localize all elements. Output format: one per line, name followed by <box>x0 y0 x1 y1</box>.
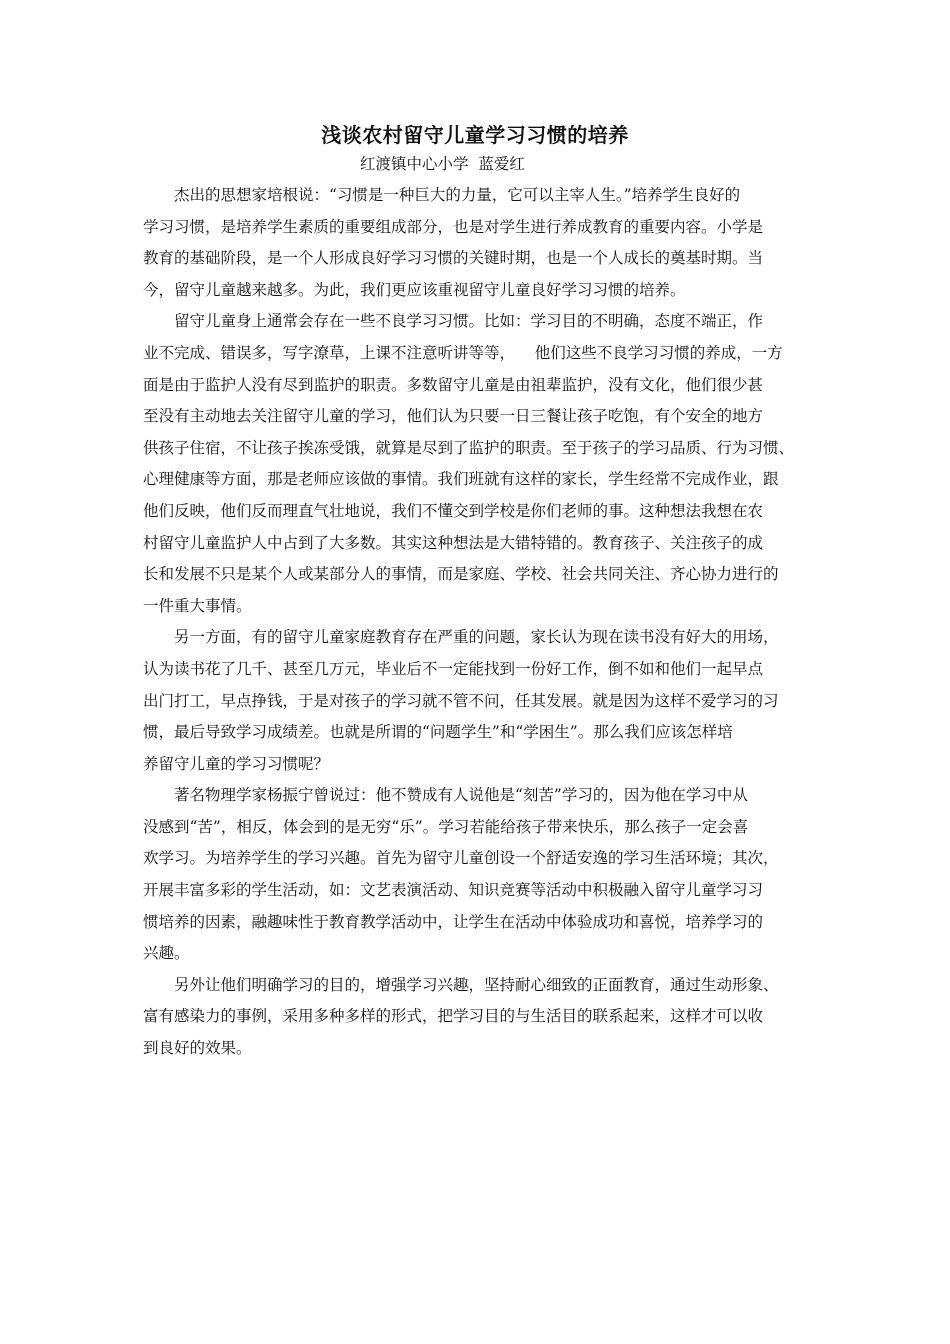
paragraph-line: 另外让他们明确学习的目的，增强学习兴趣，坚持耐心细致的正面教育，通过生动形象、 <box>174 975 779 994</box>
paragraph-line: 教育的基础阶段，是一个人形成良好学习习惯的关键时期，也是一个人成长的奠基时期。当 <box>143 249 764 268</box>
paragraph-line: 惯培养的因素，融趣味性于教育教学活动中，让学生在活动中体验成功和喜悦，培养学习的 <box>143 912 764 931</box>
paragraph-line: 面是由于监护人没有尽到监护的职责。多数留守儿童是由祖辈监护，没有文化，他们很少甚 <box>143 375 764 394</box>
paragraph-line: 没感到“苦”，相反，体会到的是无穷“乐”。学习若能给孩子带来快乐，那么孩子一定会喜 <box>143 817 749 836</box>
paragraph-line: 至没有主动地去关注留守儿童的学习，他们认为只要一日三餐让孩子吃饱，有个安全的地方 <box>143 407 764 426</box>
paragraph-line: 长和发展不只是某个人或某部分人的事情，而是家庭、学校、社会共同关注、齐心协力进行的 <box>143 565 779 584</box>
paragraph-line: 认为读书花了几千、甚至几万元，毕业后不一定能找到一份好工作，倒不如和他们一起早点 <box>143 659 764 678</box>
document-title: 浅谈农村留守儿童学习习惯的培养 <box>321 123 629 147</box>
paragraph-line: 供孩子住宿，不让孩子挨冻受饿，就算是尽到了监护的职责。至于孩子的学习品质、行为习惯、 <box>143 438 795 457</box>
paragraph-4 <box>143 780 833 970</box>
document-author: 红渡镇中心小学 蓝爱红 <box>360 155 525 173</box>
document-body <box>143 180 833 1065</box>
paragraph-line: 一件重大事情。 <box>143 596 252 615</box>
paragraph-line: 著名物理学家杨振宁曾说过：他不赞成有人说他是“刻苦”学习的，因为他在学习中从 <box>174 786 748 805</box>
paragraph-line: 业不完成、错误多，写字潦草，上课不注意听讲等等， 他们这些不良学习习惯的养成，一方 <box>143 343 783 362</box>
paragraph-line: 出门打工，早点挣钱，于是对孩子的学习就不管不问，任其发展。就是因为这样不爱学习的习 <box>143 691 779 710</box>
paragraph-3 <box>143 622 833 780</box>
paragraph-line: 学习习惯，是培养学生素质的重要组成部分，也是对学生进行养成教育的重要内容。小学是 <box>143 217 764 236</box>
paragraph-5 <box>143 970 833 1065</box>
paragraph-line: 富有感染力的事例，采用多种多样的形式，把学习目的与生活目的联系起来，这样才可以收 <box>143 1007 764 1026</box>
paragraph-line: 兴趣。 <box>143 944 190 963</box>
paragraph-line: 到良好的效果。 <box>143 1039 252 1058</box>
paragraph-line: 村留守儿童监护人中占到了大多数。其实这种想法是大错特错的。教育孩子、关注孩子的成 <box>143 533 764 552</box>
paragraph-line: 今，留守儿童越来越多。为此，我们更应该重视留守儿童良好学习习惯的培养。 <box>143 280 686 299</box>
paragraph-1 <box>143 180 833 306</box>
paragraph-line: 开展丰富多彩的学生活动，如：文艺表演活动、知识竞赛等活动中积极融入留守儿童学习习 <box>143 881 764 900</box>
paragraph-line: 杰出的思想家培根说：“习惯是一种巨大的力量，它可以主宰人生。”培养学生良好的 <box>174 186 741 204</box>
paragraph-line: 养留守儿童的学习习惯呢？ <box>143 754 330 773</box>
paragraph-line: 心理健康等方面，那是老师应该做的事情。我们班就有这样的家长，学生经常不完成作业，跟 <box>143 470 779 489</box>
paragraph-line: 欢学习。为培养学生的学习兴趣。首先为留守儿童创设一个舒适安逸的学习生活环境；其次， <box>143 849 779 868</box>
paragraph-line: 惯，最后导致学习成绩差。也就是所谓的“问题学生”和“学困生”。那么我们应该怎样培 <box>143 723 733 742</box>
paragraph-line: 另一方面，有的留守儿童家庭教育存在严重的问题，家长认为现在读书没有好大的用场， <box>174 628 779 647</box>
paragraph-line: 他们反映，他们反而理直气壮地说，我们不懂交到学校是你们老师的事。这种想法我想在农 <box>143 501 764 520</box>
paragraph-2 <box>143 306 833 622</box>
paragraph-line: 留守儿童身上通常会存在一些不良学习习惯。比如：学习目的不明确，态度不端正，作 <box>174 312 764 331</box>
